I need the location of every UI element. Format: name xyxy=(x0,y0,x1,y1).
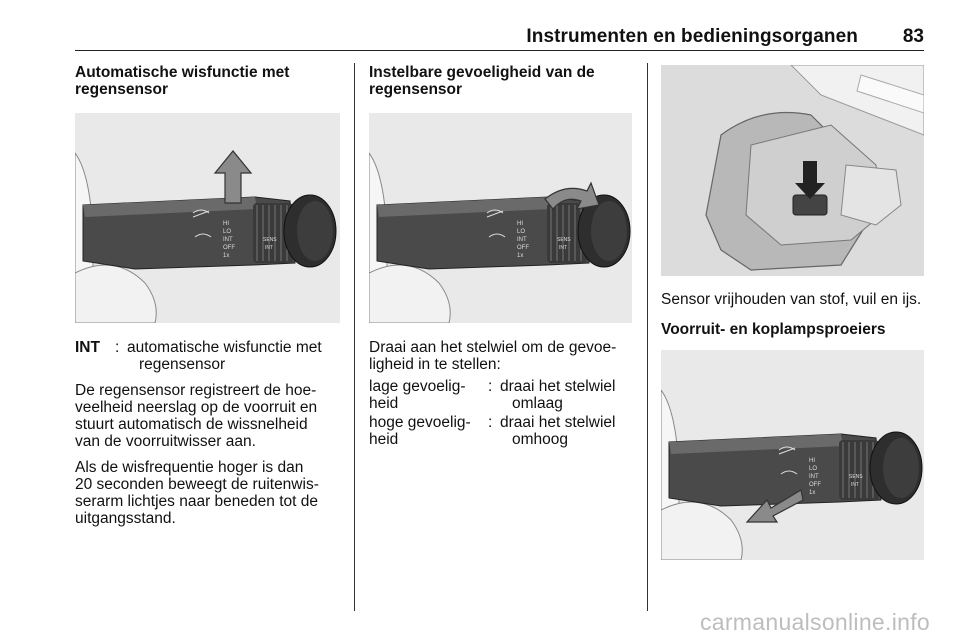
wiper-stalk-rotate-illustration xyxy=(369,113,632,323)
ring-label-int: INT xyxy=(851,482,860,488)
column-divider xyxy=(354,63,355,611)
stalk-label-off: OFF xyxy=(223,245,235,251)
rain-sensor-illustration xyxy=(661,65,924,276)
table-term: lage gevoelig- heid xyxy=(369,378,466,412)
stalk-label-1x: 1x xyxy=(517,253,524,259)
wiper-stalk-arrow-up-illustration xyxy=(75,113,340,323)
stalk-label-hi: HI xyxy=(809,458,815,464)
figure-caption: Sensor vrijhouden van stof, vuil en ijs. xyxy=(661,291,922,308)
ring-label-sens: SENS xyxy=(849,474,863,480)
column-1 xyxy=(75,64,340,98)
stalk-label-lo: LO xyxy=(223,229,232,235)
figure-wiper-stalk-arrow-up xyxy=(75,113,340,323)
ring-label-int: INT xyxy=(559,245,568,251)
figure-wiper-stalk-rotate xyxy=(369,113,632,323)
paragraph: De regensensor registreert de hoe- veelheid neerslag op de voorruit en stuurt automatisch de wissnelheid van de voorruitwisser aan. xyxy=(75,382,318,450)
running-header-title: Instrumenten en bedieningsorganen xyxy=(526,26,858,47)
figure-wiper-stalk-pull xyxy=(661,350,924,560)
section-heading-auto-wipe: Automatische wisfunctie met regensensor xyxy=(75,64,290,98)
stalk-label-int: INT xyxy=(809,474,819,480)
section-heading-sensitivity: Instelbare gevoeligheid van de regensensor xyxy=(369,64,595,98)
header-rule xyxy=(75,50,924,51)
figure-rain-sensor xyxy=(661,65,924,276)
ring-label-sens: SENS xyxy=(557,237,571,243)
section-heading-washers: Voorruit- en koplampsproeiers xyxy=(661,321,886,338)
def-colon: : xyxy=(115,339,120,356)
stalk-label-int: INT xyxy=(223,237,233,243)
table-colon: : xyxy=(488,414,493,431)
stalk-label-off: OFF xyxy=(517,245,529,251)
def-term: INT xyxy=(75,339,100,356)
column-divider xyxy=(647,63,648,611)
stalk-label-hi: HI xyxy=(517,221,523,227)
wiper-stalk-pull-illustration xyxy=(661,350,924,560)
stalk-label-int: INT xyxy=(517,237,527,243)
column-2 xyxy=(369,64,632,98)
stalk-label-1x: 1x xyxy=(809,490,816,496)
table-colon: : xyxy=(488,378,493,395)
def-description: automatische wisfunctie met regensensor xyxy=(127,339,322,373)
ring-label-int: INT xyxy=(265,245,274,251)
table-description: draai het stelwiel omlaag xyxy=(500,378,616,412)
stalk-label-hi: HI xyxy=(223,221,229,227)
paragraph: Als de wisfrequentie hoger is dan 20 seconden beweegt de ruitenwis- serarm lichtjes naar beneden tot de uitgangsstand. xyxy=(75,459,319,527)
paragraph: Draai aan het stelwiel om de gevoe- ligheid in te stellen: xyxy=(369,339,617,373)
stalk-label-off: OFF xyxy=(809,482,821,488)
stalk-label-lo: LO xyxy=(517,229,526,235)
stalk-label-1x: 1x xyxy=(223,253,230,259)
page-number: 83 xyxy=(902,26,924,47)
stalk-label-lo: LO xyxy=(809,466,818,472)
definition-int xyxy=(75,339,322,373)
table-description: draai het stelwiel omhoog xyxy=(500,414,616,448)
table-term: hoge gevoelig- heid xyxy=(369,414,471,448)
watermark: carmanualsonline.info xyxy=(699,609,930,635)
ring-label-sens: SENS xyxy=(263,237,277,243)
